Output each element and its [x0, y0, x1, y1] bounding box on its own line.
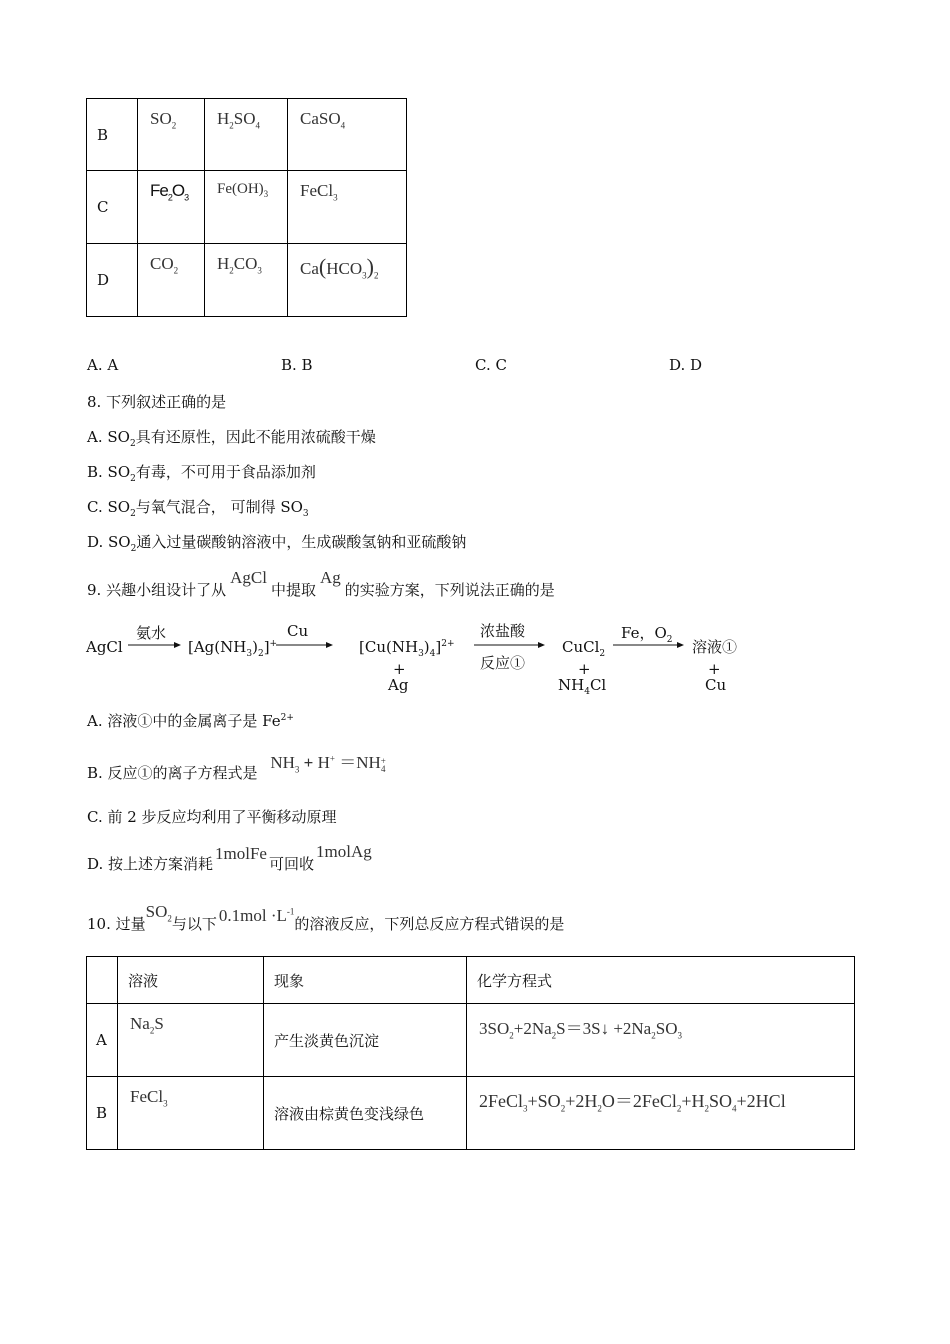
q7-table [86, 98, 407, 317]
row-label: B [87, 1077, 118, 1150]
arrow-label-reaction1: 反应① [480, 654, 526, 672]
scheme-copper-ammine: $[Cu(NH_3)_4]^{2+}$ [359, 638, 455, 659]
q7-option-a[interactable]: A. A [87, 356, 119, 374]
salt-cell: $Ca(HCO_3)_2$ [288, 244, 407, 317]
plus-sign: + [393, 660, 406, 678]
scheme-cucl2: CuCl$_2$ [562, 638, 606, 659]
phenomenon-cell: 产生淡黄色沉淀 [264, 1004, 467, 1077]
arrow-4-icon [613, 640, 685, 650]
q10-stem: 10. 过量$SO_2$与以下 $0.1mol \cdot L^{-1}$的溶液反应，下列总反应方程式错误的是 [87, 902, 565, 933]
header-phenomenon: 现象 [264, 957, 467, 1004]
q10-table [86, 956, 855, 1150]
equation-cell: $3SO_2+2Na_2S=3S↓ +2Na_2SO_3$ [467, 1004, 855, 1077]
solution-cell: $Na_2S$ [118, 1004, 264, 1077]
arrow-3-icon [474, 640, 546, 650]
q8-option-b[interactable]: B. $SO_2$有毒，不可用于食品添加剂 [87, 463, 316, 484]
salt-cell: CaSO$_4$ [288, 99, 407, 171]
q7-option-d[interactable]: D. D [669, 356, 703, 374]
q10-row-a [87, 1004, 855, 1077]
solution-cell: FeCl$_3$ [118, 1077, 264, 1150]
header-solution: 溶液 [118, 957, 264, 1004]
row-label: B [87, 99, 138, 171]
acid-cell: $H_2SO_4$ [205, 99, 288, 171]
row-label: A [87, 1004, 118, 1077]
substance-cell: $SO_2$ [138, 99, 205, 171]
q7-row-c [87, 171, 407, 244]
scheme-solution1: 溶液① [692, 638, 738, 656]
row-label: C [87, 171, 138, 244]
acid-cell: $H_2CO_3$ [205, 244, 288, 317]
arrow-label-fe-o2: Fe，$O_2$ [621, 624, 673, 645]
scheme-agcl: AgCl [86, 638, 123, 656]
q9-stem: 9. 兴趣小组设计了从AgCl中提取Ag的实验方案，下列说法正确的是 [87, 568, 555, 599]
q10-row-b [87, 1077, 855, 1150]
q7-row-d [87, 244, 407, 317]
plus-sign: + [708, 660, 721, 678]
arrow-label-hcl: 浓盐酸 [480, 622, 526, 640]
row-label: D [87, 244, 138, 317]
q9-option-c[interactable]: C. 前 2 步反应均利用了平衡移动原理 [87, 808, 337, 826]
plus-sign: + [578, 660, 591, 678]
q9-option-d[interactable]: D. 按上述方案消耗1molFe可回收1molAg [87, 842, 372, 873]
q8-option-c[interactable]: C. $SO_2$与氧气混合， 可制得 $SO_3$ [87, 498, 309, 519]
q7-row-b [87, 99, 407, 171]
q7-option-b[interactable]: B. B [281, 356, 313, 374]
header-equation: 化学方程式 [467, 957, 855, 1004]
substance-cell: $CO_2$ [138, 244, 205, 317]
arrow-1-icon [128, 640, 182, 650]
q8-stem: 8. 下列叙述正确的是 [87, 393, 227, 411]
q9-option-b[interactable]: B. 反应①的离子方程式是 $NH_3 + H^+ =NH+$ 4 [87, 753, 386, 782]
header-empty [87, 957, 118, 1004]
substance-cell: $Fe_2O_3$ [138, 171, 205, 244]
q9-option-a[interactable]: A. 溶液①中的金属离子是 $Fe^{2+}$ [87, 712, 294, 730]
base-cell: $Fe(OH)_3$ [205, 171, 288, 244]
phenomenon-cell: 溶液由棕黄色变浅绿色 [264, 1077, 467, 1150]
arrow-2-icon [276, 640, 334, 650]
arrow-label-cu: Cu [287, 622, 309, 640]
salt-cell: FeCl$_3$ [288, 171, 407, 244]
q10-header-row [87, 957, 855, 1004]
scheme-nh4cl: $NH_4Cl$ [558, 676, 607, 697]
reaction-scheme [86, 618, 766, 698]
scheme-silver-ammine: $[Ag(NH_3)_2]^+$ [188, 638, 278, 659]
scheme-ag-product: Ag [388, 676, 409, 694]
scheme-cu-product: Cu [705, 676, 727, 694]
q7-option-c[interactable]: C. C [475, 356, 507, 374]
q8-option-d[interactable]: D. $SO_2$通入过量碳酸钠溶液中，生成碳酸氢钠和亚硫酸钠 [87, 533, 467, 554]
arrow-label-ammonia: 氨水 [136, 624, 167, 642]
equation-cell: $2FeCl_3+SO_2+2H_2O=2FeCl_2+H_2SO_4+2HCl$ [467, 1077, 855, 1150]
q8-option-a[interactable]: A. $SO_2$具有还原性，因此不能用浓硫酸干燥 [87, 428, 376, 449]
